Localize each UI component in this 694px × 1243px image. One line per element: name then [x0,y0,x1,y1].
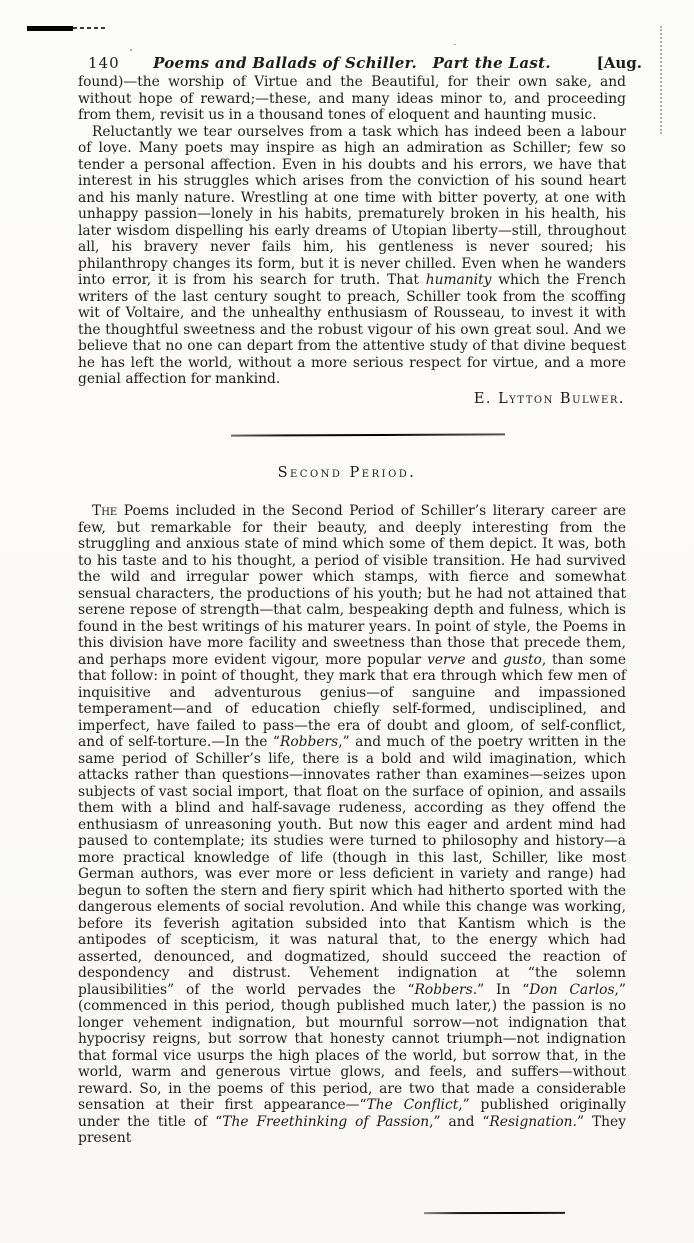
article-end-text [78,74,626,407]
scan-artifact-dotted-line [660,26,662,134]
page-number: 140 [88,54,120,72]
paragraph: The Poems included in the Second Period of Schiller’s literary career are few, but remarkable for their beauty, and deeply interesting from the struggling and anxious state of mind which some of them depict. It was, both to his taste and to his thought, a period of visible transition. He had survived the wild and irregular power which stamps, with fierce and somewhat sensual characters, the productions of his youth; but he had not attained that serene repose of strength—that calm, bespeaking depth and fulness, which is found in the best writings of his maturer years. In point of style, the Poems in this division have more facility and sweetness than those that precede them, and perhaps more evident vigour, more popular verve and gusto, than some that follow: in point of thought, they mark that era through which few men of inquisitive and adventurous genius—of sanguine and impassioned temperament—and of education chiefly self-formed, undisciplined, and imperfect, have failed to pass—the era of doubt and gloom, of self-conflict, and of self-torture.—In the “Robbers,” and much of the poetry written in the same period of Schiller’s life, there is a bold and wild imagination, which attacks rather than questions—innovates rather than examines—seizes upon subjects of vast social import, that float on the surface of opinion, and assails them with a blind and half-savage rudeness, according as they offend the enthusiasm of unreasoning youth. But now this eager and ardent mind had paused to contemplate; its studies were turned to philosophy and history—a more practical knowledge of life (though in this last, Schiller, like most German authors, was ever more or less deficient in variety and range) had begun to soften the stern and fiery spirit which had hitherto sported with the dangerous elements of social revolution. And while this change was working, before its feverish agitation subsided into that Kantism which is the antipodes of scepticism, it was natural that, to the energy which had asserted, denounced, and dogmatized, should succeed the reaction of despondency and distrust. Vehement indignation at “the solemn plausibilities” of the world pervades the “Robbers.” In “Don Carlos,” (commenced in this period, though published much later,) the passion is no longer vehement indignation, but mournful sorrow—not indignation that hypocrisy reigns, but sorrow that honesty cannot triumph—not indignation that formal vice usurps the high places of the world, but sorrow that, in the world, warm and generous virtue glows, and feels, and suffers—without reward. So, in the poems of this period, are two that made a considerable sensation at their first appearance—“The Conflict,” published originally under the title of “The Freethinking of Passion,” and “Resignation.” They present [78,503,626,1146]
running-title: Poems and Ballads of Schiller. Part the Last. [153,54,551,72]
scan-speck [454,44,456,45]
section-heading: Second Period. [277,465,417,481]
paragraph-continuation: found)—the worship of Virtue and the Beautiful, for their own sake, and without hope of reward;—these, and many ideas minor to, and proceeding from them, revisit us in a thousand tones of eloquent and haunting music. [78,74,626,123]
section-body-text [78,503,626,1147]
section-divider-rule [231,433,505,436]
scan-artifact-bar [27,26,73,31]
scan-speck [130,49,132,51]
paragraph: Reluctantly we tear ourselves from a task which has indeed been a labour of love. Many poets may inspire as high an admiration as Schiller; few so tender a personal affection. Even in his doubts and his errors, we have that interest in his struggles which arises from the conviction of his sound heart and his manly nature. Wrestling at one time with bitter poverty, at one with unhappy passion—lonely in his habits, prematurely broken in his health, his later wisdom dispelling his early dreams of Utopian liberty—still, throughout all, his bravery never fails him, his gentleness is never soured; his philanthropy changes its form, but it is never chilled. Even when he wanders into error, it is from his search for truth. That humanity which the French writers of the last century sought to preach, Schiller took from the scoffing wit of Voltaire, and the unhealthy enthusiasm of Rousseau, to invest it with the thoughtful sweetness and the robust vigour of his own great soul. And we believe that no one can depart from the attentive study of that divine bequest he has left the world, without a more serious respect for virtue, and a more genial affection for mankind. [78,123,626,387]
issue-date-tag: [Aug. [596,54,642,72]
page-header [0,54,694,72]
scan-artifact-rule [424,1212,565,1214]
author-signature: E. Lytton Bulwer. [473,390,625,407]
